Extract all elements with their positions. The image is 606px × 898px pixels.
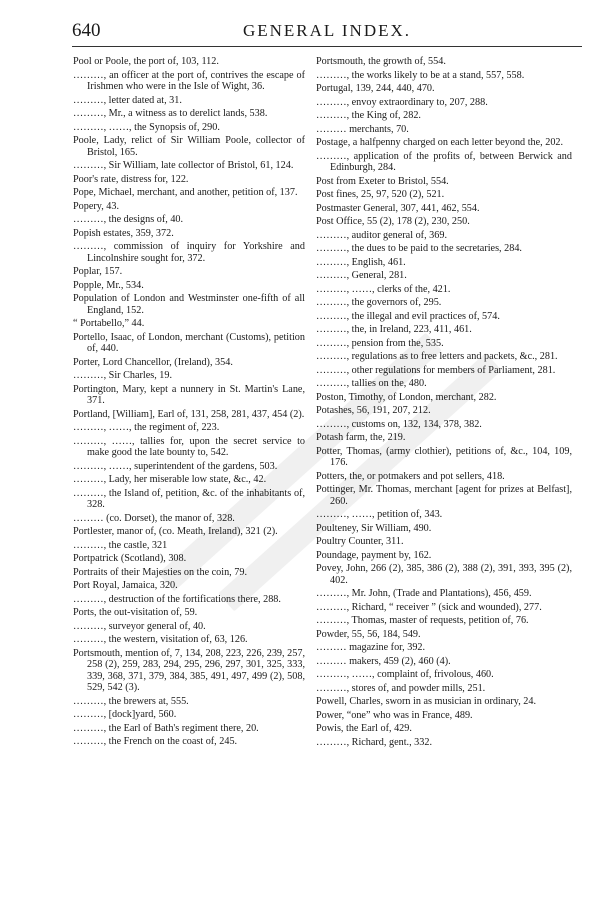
index-column-left — [73, 56, 305, 890]
index-entry: “ Portabello,” 44. — [73, 318, 145, 329]
index-entry: ………, an officer at the port of, contrives the escape of Irishmen who were in the Isle of Wight, 36. — [73, 69, 305, 92]
index-entry: Portsmouth, mention of, 7, 134, 208, 223, 226, 239, 257, 258 (2), 259, 283, 294, 295, 296, 297, 301, 325, 333, 339, 368, 371, 379, 384, 385, 491, 497, 499 (2), 508, 529, 542 (3). — [73, 647, 305, 693]
index-entry: Ports, the out-visitation of, 59. — [73, 607, 198, 618]
index-entry: ………, customs on, 132, 134, 378, 382. — [316, 418, 482, 430]
index-entry: Port Royal, Jamaica, 320. — [73, 580, 178, 591]
index-entry: Porter, Lord Chancellor, (Ireland), 354. — [73, 356, 233, 368]
index-entry: ………, pension from the, 535. — [316, 337, 444, 349]
index-entry: Population of London and Westminster one-fifth of all England, 152. — [73, 293, 305, 316]
index-entry: ………, the Island of, petition, &c. of the inhabitants of, 328. — [73, 487, 305, 510]
index-entry: ………, other regulations for members of Parliament, 281. — [316, 364, 556, 376]
index-entry: Popish estates, 359, 372. — [73, 227, 174, 239]
index-entry: ………, the French on the coast of, 245. — [73, 736, 238, 747]
index-entry: Portpatrick (Scotland), 308. — [73, 553, 187, 564]
index-entry: ………, ……, tallies for, upon the secret service to make good the late bounty to, 542. — [73, 435, 305, 458]
index-entry: ………, Mr., a witness as to derelict lands, 538. — [73, 108, 268, 119]
index-entry: ………, Lady, her miserable low state, &c., 42. — [73, 474, 267, 485]
index-entry: Portraits of their Majesties on the coin, 79. — [73, 566, 248, 578]
index-entry: ………, stores of, and powder mills, 251. — [316, 682, 486, 694]
index-entry: Postage, a halfpenny charged on each letter beyond the, 202. — [316, 137, 564, 148]
index-entry: ………, the illegal and evil practices of, 574. — [316, 310, 500, 322]
index-entry: ………, Richard, gent., 332. — [316, 736, 433, 748]
index-entry: Portello, Isaac, of London, merchant (Customs), petition of, 440. — [73, 331, 305, 354]
index-entry: Poole, Lady, relict of Sir William Poole, collector of Bristol, 165. — [73, 135, 305, 158]
index-entry: ………, the Earl of Bath's regiment there, 20. — [73, 722, 259, 734]
index-entry: ………, letter dated at, 31. — [73, 94, 182, 106]
index-entry: ………, ……, the Synopsis of, 290. — [73, 121, 220, 133]
index-entry: ………, Sir William, late collector of Bristol, 61, 124. — [73, 160, 294, 171]
index-entry: ………, ……, the regiment of, 223. — [73, 422, 220, 433]
index-entry: Post from Exeter to Bristol, 554. — [316, 175, 449, 187]
index-entry: Post Office, 55 (2), 178 (2), 230, 250. — [316, 216, 470, 227]
index-entry: ………, destruction of the fortifications there, 288. — [73, 593, 281, 605]
index-entry: ………, the brewers at, 555. — [73, 695, 189, 707]
index-entry: ………, the designs of, 40. — [73, 214, 184, 225]
index-entry: ………, English, 461. — [316, 256, 406, 268]
index-entry: ………, the works likely to be at a stand, 557, 558. — [316, 69, 525, 81]
index-entry: Post fines, 25, 97, 520 (2), 521. — [316, 189, 445, 200]
index-entry: Potash farm, the, 219. — [316, 432, 406, 443]
index-entry: Portugal, 139, 244, 440, 470. — [316, 83, 435, 94]
page-number: 640 — [72, 20, 101, 41]
index-entry: Poplar, 157. — [73, 266, 123, 277]
index-entry: ………, surveyor general of, 40. — [73, 620, 206, 632]
index-entry: ………, ……, complaint of, frivolous, 460. — [316, 669, 494, 680]
index-entry: ………, ……, clerks of the, 421. — [316, 283, 451, 295]
index-entry: ……… (co. Dorset), the manor of, 328. — [73, 512, 235, 524]
index-entry: ………, Thomas, master of requests, petition of, 76. — [316, 615, 529, 626]
index-entry: Povey, John, 266 (2), 385, 386 (2), 388 (2), 391, 393, 395 (2), 402. — [316, 563, 572, 586]
index-entry: Portsmouth, the growth of, 554. — [316, 56, 446, 67]
index-entry: ………, the, in Ireland, 223, 411, 461. — [316, 324, 472, 335]
page-header — [72, 20, 582, 47]
index-entry: Power, “one” who was in France, 489. — [316, 709, 473, 721]
index-entry: Poultry Counter, 311. — [316, 536, 404, 547]
index-entry: ………, envoy extraordinary to, 207, 288. — [316, 96, 488, 108]
running-head: GENERAL INDEX. — [242, 21, 412, 40]
index-entry: ……… makers, 459 (2), 460 (4). — [316, 655, 451, 667]
index-entry: ………, regulations as to free letters and packets, &c., 281. — [316, 351, 558, 362]
index-entry: ………, the dues to be paid to the secretaries, 284. — [316, 243, 522, 254]
index-entry: Postmaster General, 307, 441, 462, 554. — [316, 202, 480, 214]
index-entry: Portlester, manor of, (co. Meath, Ireland), 321 (2). — [73, 526, 278, 537]
index-entry: Potter, Thomas, (army clothier), petitions of, &c., 104, 109, 176. — [316, 445, 572, 468]
index-entry: Poulteney, Sir William, 490. — [316, 522, 432, 534]
index-entry: ………, commission of inquiry for Yorkshire and Lincolnshire sought for, 372. — [73, 241, 305, 264]
index-entry: Powder, 55, 56, 184, 549. — [316, 628, 421, 640]
index-entry: ………, ……, superintendent of the gardens, 503. — [73, 460, 278, 472]
index-entry: Poundage, payment by, 162. — [316, 549, 432, 561]
index-entry: Pool or Poole, the port of, 103, 112. — [73, 56, 219, 67]
index-entry: ……… merchants, 70. — [316, 123, 409, 135]
index-entry: Pope, Michael, merchant, and another, petition of, 137. — [73, 187, 298, 198]
index-entry: Powis, the Earl of, 429. — [316, 723, 412, 734]
index-entry: Poor's rate, distress for, 122. — [73, 173, 189, 185]
index-entry: ………, the western, visitation of, 63, 126. — [73, 634, 248, 645]
index-entry: Portington, Mary, kept a nunnery in St. Martin's Lane, 371. — [73, 383, 305, 406]
index-entry: Potashes, 56, 191, 207, 212. — [316, 405, 431, 416]
index-entry: ………, the castle, 321 — [73, 539, 168, 551]
index-entry: ………, tallies on the, 480. — [316, 378, 427, 389]
index-entry: Popple, Mr., 534. — [73, 279, 144, 291]
index-entry: ……… magazine for, 392. — [316, 642, 426, 653]
index-entry: Portland, [William], Earl of, 131, 258, 281, 437, 454 (2). — [73, 408, 305, 420]
index-entry: ………, [dock]yard, 560. — [73, 709, 177, 720]
index-entry: ………, Sir Charles, 19. — [73, 370, 173, 381]
index-entry: ………, Mr. John, (Trade and Plantations), 456, 459. — [316, 588, 532, 599]
index-entry: ………, the King of, 282. — [316, 110, 421, 121]
index-entry: Poston, Timothy, of London, merchant, 282. — [316, 391, 497, 403]
index-entry: Potters, the, or potmakers and pot sellers, 418. — [316, 470, 505, 482]
index-entry: ………, auditor general of, 369. — [316, 229, 447, 241]
index-entry: Popery, 43. — [73, 200, 120, 212]
index-entry: ………, application of the profits of, between Berwick and Edinburgh, 284. — [316, 150, 572, 173]
index-entry: Powell, Charles, sworn in as musician in ordinary, 24. — [316, 696, 537, 707]
index-entry: Pottinger, Mr. Thomas, merchant [agent for prizes at Belfast], 260. — [316, 484, 572, 507]
index-column-right — [316, 56, 572, 890]
index-entry: ………, ……, petition of, 343. — [316, 509, 443, 520]
index-entry: ………, General, 281. — [316, 270, 407, 281]
index-entry: ………, Richard, “ receiver ” (sick and wounded), 277. — [316, 601, 542, 613]
index-entry: ………, the governors of, 295. — [316, 297, 442, 308]
